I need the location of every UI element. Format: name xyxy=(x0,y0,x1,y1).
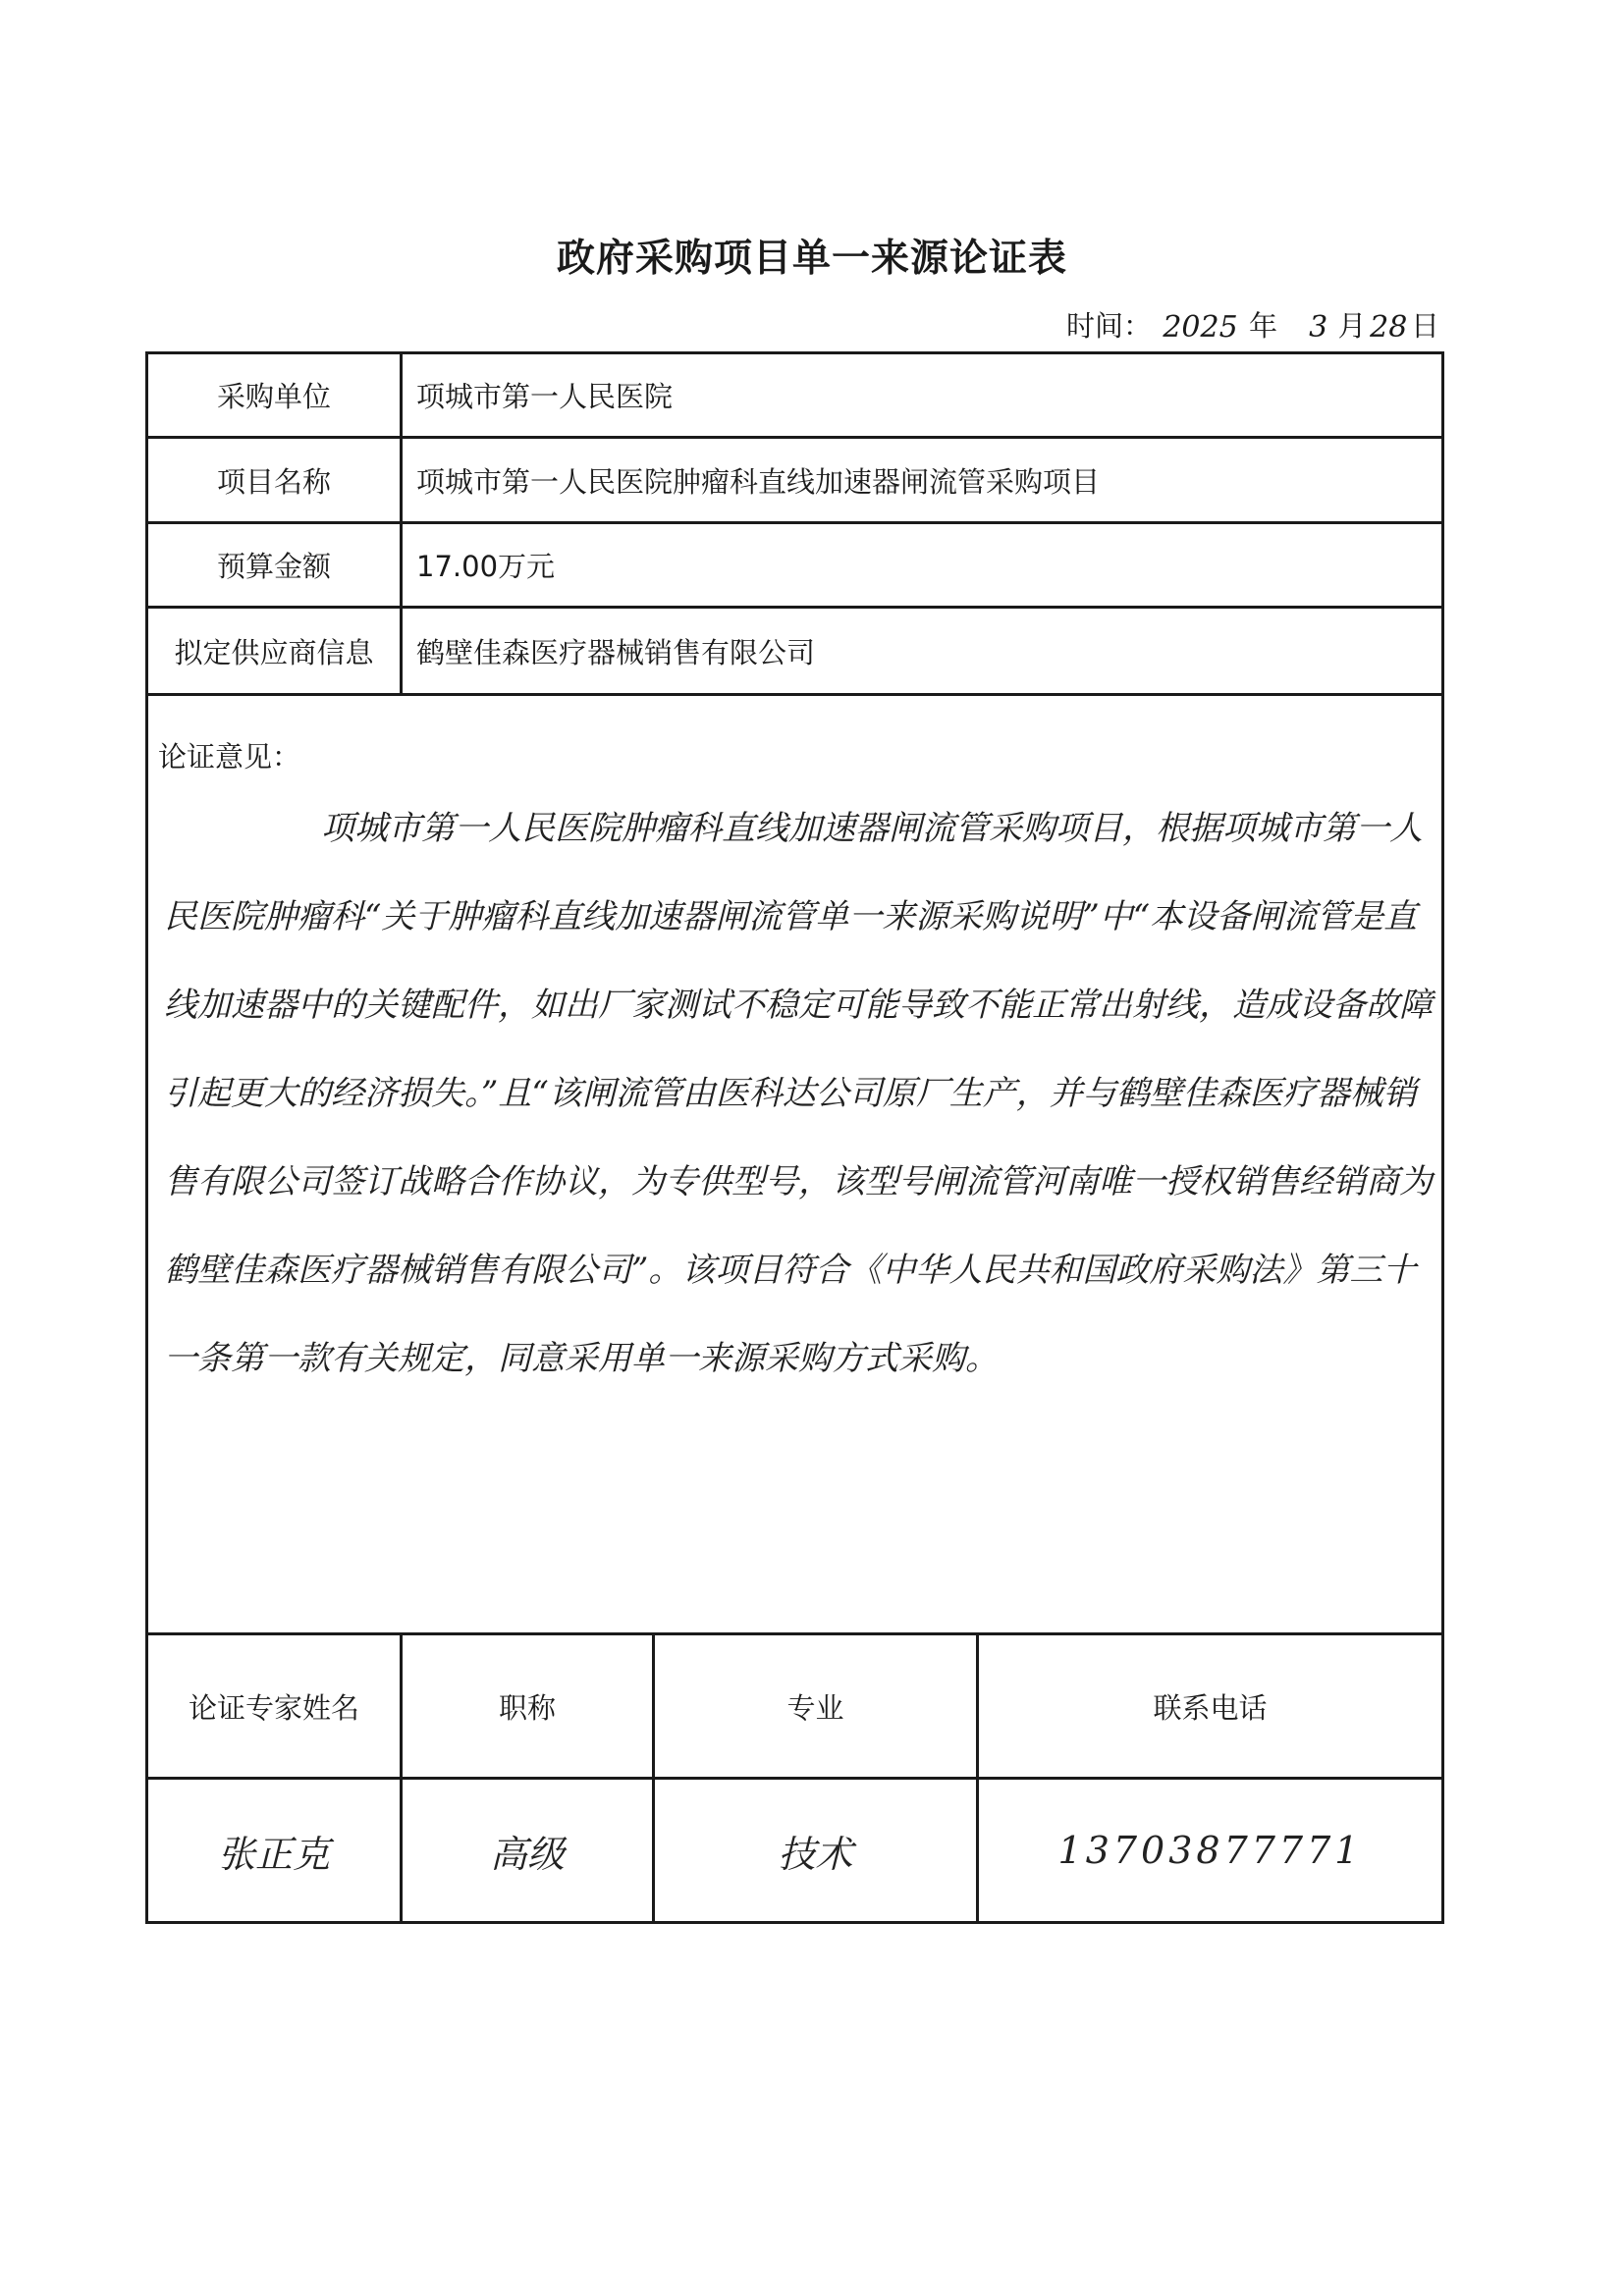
expert-title: 高级 xyxy=(402,1779,654,1923)
date-label: 时间： xyxy=(1066,309,1153,343)
form-row-supplier xyxy=(147,608,1443,695)
row-label: 预算金额 xyxy=(147,523,402,608)
form-row-opinion xyxy=(147,695,1443,1634)
opinion-label: 论证意见： xyxy=(158,740,301,774)
expert-row xyxy=(147,1779,1443,1923)
expert-header-row xyxy=(147,1634,1443,1779)
expert-header-title: 职称 xyxy=(402,1634,654,1779)
row-label: 采购单位 xyxy=(147,353,402,438)
date-month: 3 xyxy=(1309,310,1328,345)
expert-phone: 13703877771 xyxy=(978,1779,1443,1923)
form-row-purchaser xyxy=(147,353,1443,438)
row-value: 项城市第一人民医院肿瘤科直线加速器闸流管采购项目 xyxy=(402,438,1443,523)
expert-header-phone: 联系电话 xyxy=(978,1634,1443,1779)
argument-form-table xyxy=(145,351,1444,1924)
row-value: 项城市第一人民医院 xyxy=(402,353,1443,438)
document-title: 政府采购项目单一来源论证表 xyxy=(556,237,1067,281)
expert-name: 张正克 xyxy=(147,1779,402,1923)
expert-major: 技术 xyxy=(654,1779,978,1923)
date-day-unit: 日 xyxy=(1411,309,1440,343)
expert-header-name: 论证专家姓名 xyxy=(147,1634,402,1779)
date-month-unit: 月 xyxy=(1337,309,1367,343)
form-row-budget xyxy=(147,523,1443,608)
date-day: 28 xyxy=(1370,310,1408,345)
row-label: 项目名称 xyxy=(147,438,402,523)
row-label: 拟定供应商信息 xyxy=(147,608,402,695)
opinion-handwritten-text: 项城市第一人民医院肿瘤科直线加速器闸流管采购项目，根据项城市第一人民医院肿瘤科“关于肿瘤科直线加速器闸流管单一来源采购说明”中“本设备闸流管是直线加速器中的关键配件，如出厂家测试不稳定可能导致不能正常出射线，造成设备故障引起更大的经济损失。”且“该闸流管由医科达公司原厂生产，并与鹤壁佳森医疗器械销售有限公司签订战略合作协议，为专供型号，该型号闸流管河南唯一授权销售经销商为鹤壁佳森医疗器械销售有限公司”。该项目符合《中华人民共和国政府采购法》第三十一条第一款有关规定，同意采用单一来源采购方式采购。 xyxy=(164,809,1433,1378)
expert-header-major: 专业 xyxy=(654,1634,978,1779)
opinion-cell xyxy=(147,695,1443,1634)
date-year-unit: 年 xyxy=(1249,309,1278,343)
date-year: 2025 xyxy=(1163,310,1238,345)
date-line xyxy=(1066,304,1439,345)
row-value: 鹤壁佳森医疗器械销售有限公司 xyxy=(402,608,1443,695)
form-row-project-name xyxy=(147,438,1443,523)
row-value: 17.00万元 xyxy=(402,523,1443,608)
